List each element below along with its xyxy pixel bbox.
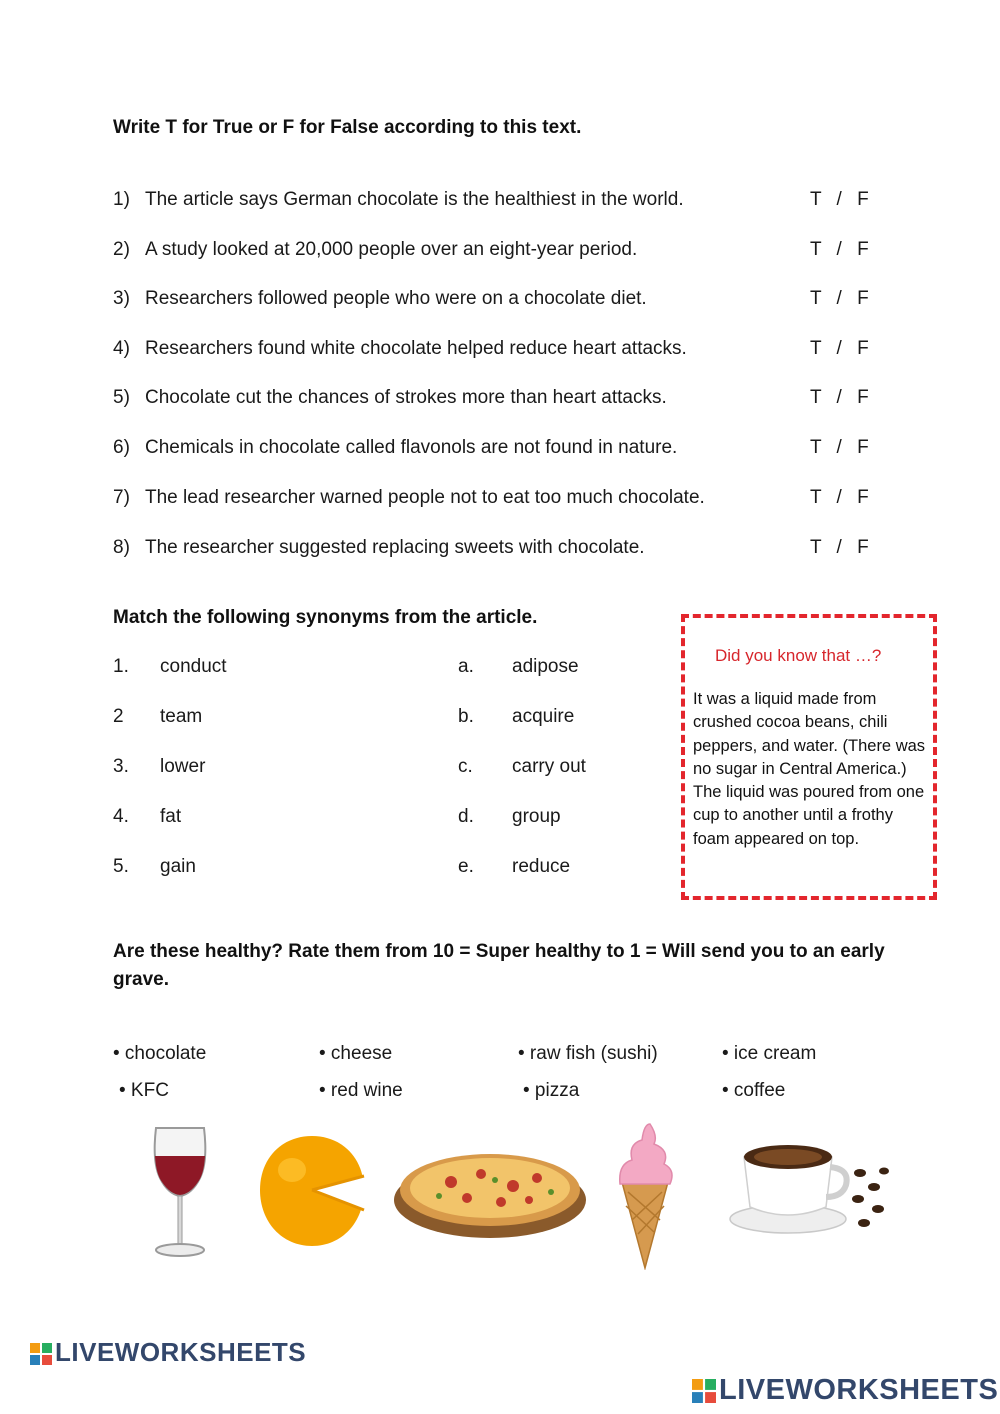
match-number: 2 [113, 706, 124, 727]
match-row [113, 856, 633, 886]
tf-number: 8) [113, 537, 130, 558]
coffee-cup-icon [728, 1133, 894, 1239]
rate-heading-line2: grave. [113, 969, 169, 990]
food-item[interactable]: • coffee [722, 1080, 786, 1101]
food-item[interactable]: • pizza [523, 1080, 580, 1101]
tf-statement: Researchers found white chocolate helped reduce heart attacks. [145, 338, 687, 359]
match-number: 3. [113, 756, 129, 777]
food-item[interactable]: • ice cream [722, 1043, 817, 1064]
match-letter: e. [458, 856, 474, 877]
match-row [113, 706, 633, 736]
tf-statement: A study looked at 20,000 people over an eight-year period. [145, 239, 638, 260]
tf-item [113, 437, 883, 467]
tf-statement: The article says German chocolate is the healthiest in the world. [145, 189, 684, 210]
tf-item [113, 387, 883, 417]
tf-choice[interactable]: T / F [810, 387, 869, 408]
match-synonym[interactable]: group [512, 806, 561, 827]
match-row [113, 756, 633, 786]
tf-statement: Researchers followed people who were on a chocolate diet. [145, 288, 647, 309]
tf-number: 1) [113, 189, 130, 210]
match-number: 5. [113, 856, 129, 877]
brand-logo-footer [692, 1374, 998, 1407]
tf-choice[interactable]: T / F [810, 338, 869, 359]
tf-choice[interactable]: T / F [810, 288, 869, 309]
tf-statement: The lead researcher warned people not to eat too much chocolate. [145, 487, 705, 508]
match-letter: d. [458, 806, 474, 827]
tf-number: 7) [113, 487, 130, 508]
tf-choice[interactable]: T / F [810, 437, 869, 458]
tf-number: 2) [113, 239, 130, 260]
match-word[interactable]: team [160, 706, 203, 727]
pizza-icon [391, 1140, 589, 1242]
brand-logo [30, 1337, 306, 1368]
match-synonym[interactable]: reduce [512, 856, 571, 877]
match-row [113, 806, 633, 836]
tf-number: 3) [113, 288, 130, 309]
match-word[interactable]: lower [160, 756, 206, 777]
tf-item [113, 487, 883, 517]
tf-choice[interactable]: T / F [810, 239, 869, 260]
match-number: 4. [113, 806, 129, 827]
match-letter: b. [458, 706, 474, 727]
tf-item [113, 537, 883, 567]
callout-title: Did you know that …? [715, 646, 882, 665]
wine-glass-icon [148, 1122, 212, 1260]
match-synonym[interactable]: acquire [512, 706, 575, 727]
brand-mark-icon [30, 1343, 52, 1365]
food-item[interactable]: • raw fish (sushi) [518, 1043, 658, 1064]
brand-name: LIVEWORKSHEETS [55, 1337, 307, 1367]
food-item[interactable]: • red wine [319, 1080, 403, 1101]
match-synonym[interactable]: adipose [512, 656, 579, 677]
tf-heading: Write T for True or F for False according to this text. [113, 117, 582, 138]
tf-item [113, 239, 883, 269]
brand-name: LIVEWORKSHEETS [719, 1374, 999, 1406]
cheese-icon [256, 1130, 368, 1252]
match-heading: Match the following synonyms from the article. [113, 607, 538, 628]
match-synonym[interactable]: carry out [512, 756, 586, 777]
match-word[interactable]: conduct [160, 656, 227, 677]
food-item[interactable]: • cheese [319, 1043, 393, 1064]
brand-mark-icon [692, 1379, 716, 1403]
tf-choice[interactable]: T / F [810, 487, 869, 508]
tf-item [113, 288, 883, 318]
tf-number: 6) [113, 437, 130, 458]
callout-body: It was a liquid made from crushed cocoa beans, chili peppers, and water. (There was no sugar in Central America.) The liquid was poured from one cup to another until a frothy foam appeared on top. [693, 690, 926, 848]
match-word[interactable]: gain [160, 856, 196, 877]
tf-statement: Chocolate cut the chances of strokes more than heart attacks. [145, 387, 667, 408]
match-row [113, 656, 633, 686]
tf-choice[interactable]: T / F [810, 189, 869, 210]
food-item[interactable]: • KFC [119, 1080, 169, 1101]
match-word[interactable]: fat [160, 806, 182, 827]
tf-number: 4) [113, 338, 130, 359]
tf-item [113, 189, 883, 219]
did-you-know-box [681, 614, 937, 900]
tf-number: 5) [113, 387, 130, 408]
match-letter: c. [458, 756, 473, 777]
tf-choice[interactable]: T / F [810, 537, 869, 558]
match-letter: a. [458, 656, 474, 677]
rate-heading-line1: Are these healthy? Rate them from 10 = Super healthy to 1 = Will send you to an early [113, 941, 885, 962]
match-number: 1. [113, 656, 129, 677]
ice-cream-icon [614, 1120, 676, 1270]
tf-item [113, 338, 883, 368]
tf-statement: The researcher suggested replacing sweets with chocolate. [145, 537, 645, 558]
food-item[interactable]: • chocolate [113, 1043, 207, 1064]
tf-statement: Chemicals in chocolate called flavonols are not found in nature. [145, 437, 678, 458]
